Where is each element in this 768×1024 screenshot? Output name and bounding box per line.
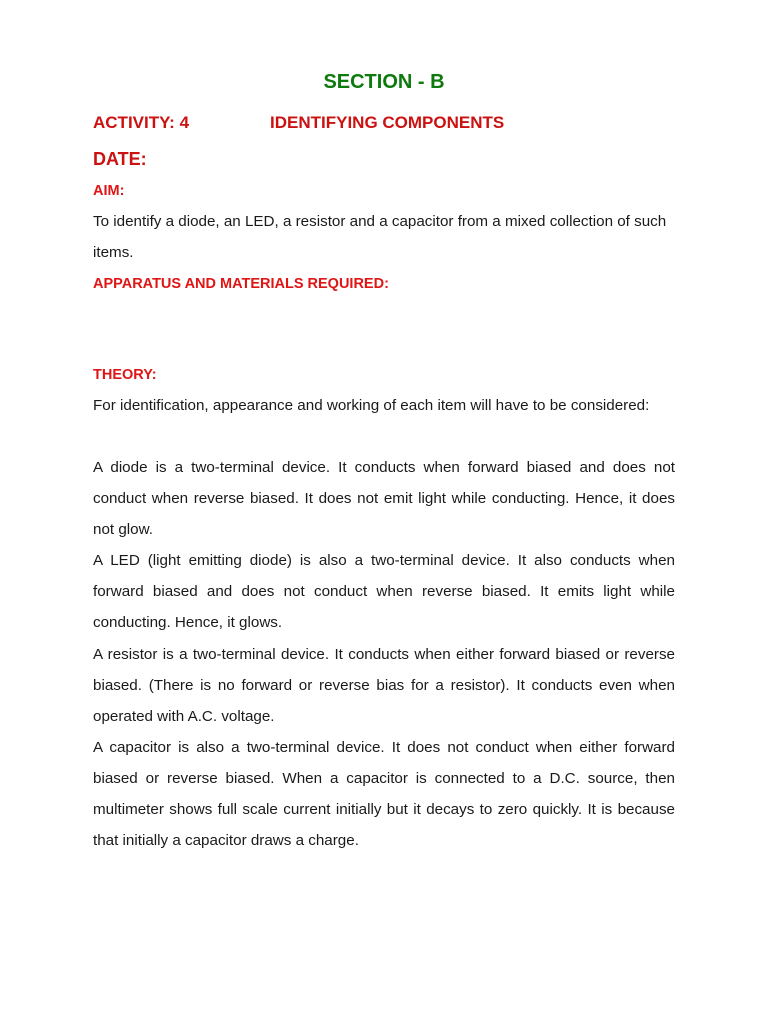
theory-paragraph-resistor: A resistor is a two-terminal device. It conducts when either forward biased or reverse biased. (There is no forward or reverse bias for a resistor). It conducts even when operated with A.C. voltage.	[93, 646, 675, 725]
activity-title: IDENTIFYING COMPONENTS	[270, 113, 505, 132]
apparatus-heading: APPARATUS AND MATERIALS REQUIRED:	[93, 276, 389, 292]
theory-paragraph-led: A LED (light emitting diode) is also a two-terminal device. It also conducts when forward biased and does not conduct when reverse biased. It emits light while conducting. Hence, it glows.	[93, 552, 675, 631]
activity-label: ACTIVITY: 4	[93, 113, 190, 132]
section-title: SECTION - B	[323, 71, 445, 93]
theory-heading: THEORY:	[93, 367, 157, 383]
aim-text: To identify a diode, an LED, a resistor and a capacitor from a mixed collection of such items.	[93, 213, 667, 261]
theory-paragraph-capacitor: A capacitor is also a two-terminal device. It does not conduct when either forward biased or reverse biased. When a capacitor is connected to a D.C. source, then multimeter shows full scale current initially but it decays to zero quickly. It is because that initially a capacitor draws a charge.	[93, 739, 675, 849]
date-label: DATE:	[93, 149, 147, 169]
theory-paragraph-intro: For identification, appearance and working of each item will have to be considered:	[93, 397, 650, 414]
activity-header	[93, 110, 675, 136]
aim-heading: AIM:	[93, 183, 125, 199]
theory-paragraph-diode: A diode is a two-terminal device. It conducts when forward biased and does not conduct when reverse biased. It does not emit light while conducting. Hence, it does not glow.	[93, 459, 675, 538]
